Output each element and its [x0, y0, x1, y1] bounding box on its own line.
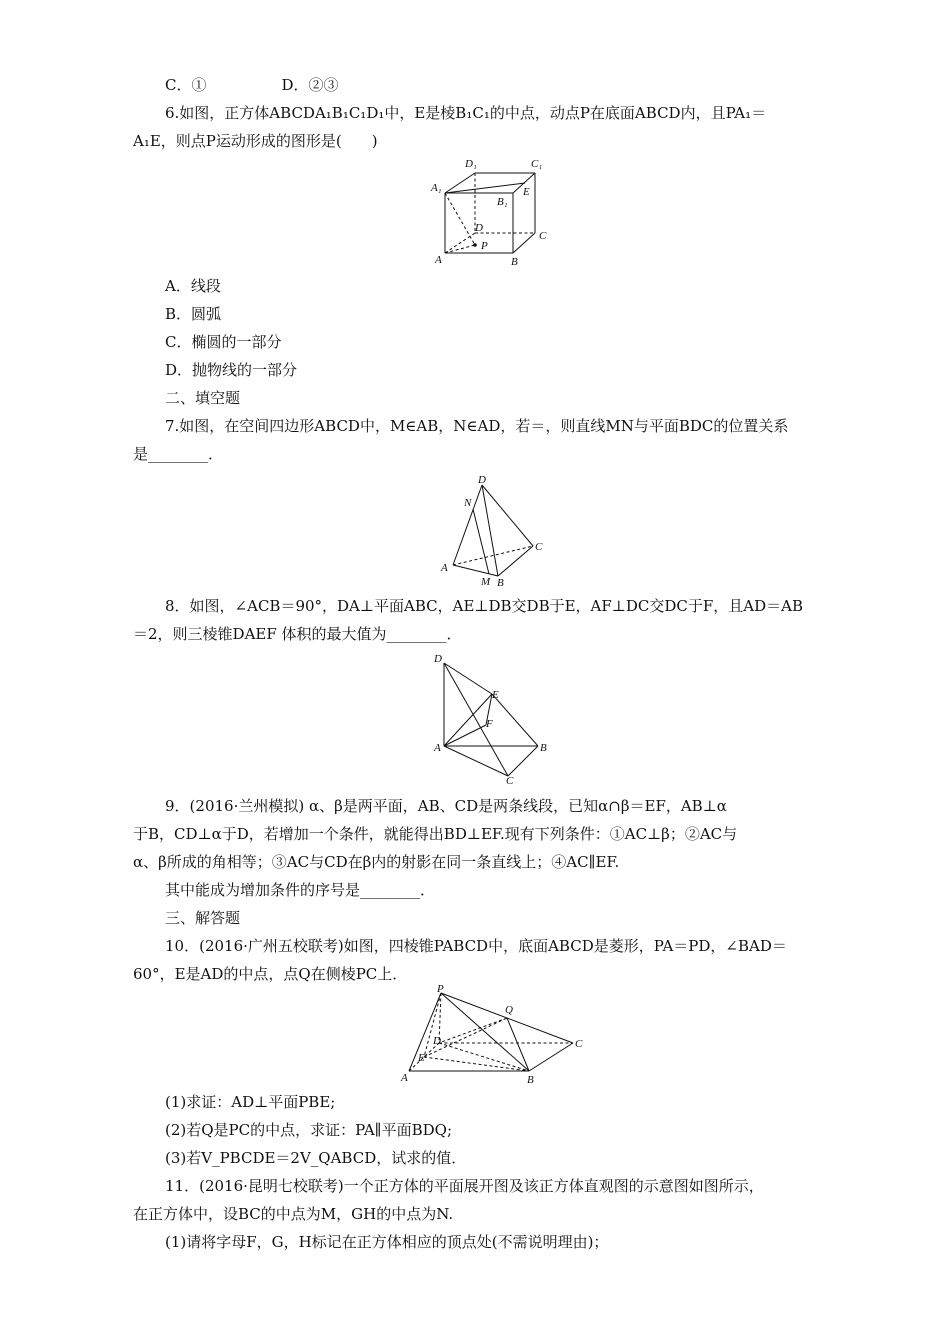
q9-stem-line2: 于B，CD⊥α于D，若增加一个条件，就能得出BD⊥EF.现有下列条件：①AC⊥β；②AC与: [133, 825, 738, 843]
label-E: E: [492, 689, 499, 701]
label-A: A: [434, 742, 441, 754]
label-B1: B₁: [497, 196, 508, 208]
label-B: B: [527, 1074, 534, 1086]
label-M: M: [481, 576, 491, 588]
q8-stem-line1: 8．如图，∠ACB＝90°，DA⊥平面ABC，AE⊥DB交DB于E，AF⊥DC交DC于F，且AD＝AB: [165, 597, 804, 615]
q5-options-cd: C．① D．②③: [165, 76, 339, 94]
label-C: C: [539, 230, 547, 242]
label-P: P: [481, 240, 488, 252]
label-D: D: [478, 474, 486, 486]
label-B: B: [540, 742, 547, 754]
q8-stem-line2: ＝2，则三棱锥DAEF 体积的最大值为________．: [133, 625, 462, 643]
q6-option-d: D．抛物线的一部分: [165, 361, 298, 379]
q6-option-c: C．椭圆的一部分: [165, 333, 282, 351]
tetra-figure: [435, 473, 555, 595]
section-fill-in-heading: 二、填空题: [165, 389, 241, 407]
cube-figure: [425, 155, 565, 274]
q11-part1: (1)请将字母F，G，H标记在正方体相应的顶点处(不需说明理由)；: [165, 1233, 609, 1251]
q7-stem-line2: 是________．: [133, 445, 224, 463]
label-E: E: [523, 186, 530, 198]
label-C: C: [575, 1038, 583, 1050]
label-A1: A₁: [431, 182, 442, 194]
label-A: A: [401, 1072, 408, 1084]
pyramid4-figure: [395, 985, 595, 1091]
label-C: C: [535, 541, 543, 553]
pyramid3-figure: [428, 648, 558, 792]
label-A: A: [435, 254, 442, 266]
label-C: C: [506, 775, 514, 787]
q9-stem-line4: 其中能成为增加条件的序号是________．: [165, 881, 436, 899]
label-D: D: [433, 1035, 441, 1047]
label-B: B: [497, 577, 504, 589]
label-C1: C₁: [531, 158, 543, 170]
label-F: F: [486, 718, 493, 730]
q10-stem-line2: 60°，E是AD的中点，点Q在侧棱PC上．: [133, 965, 408, 983]
label-Q: Q: [505, 1004, 513, 1016]
label-D1: D₁: [465, 158, 477, 170]
label-D: D: [434, 653, 442, 665]
q7-stem-line1: 7.如图，在空间四边形ABCD中，M∈AB，N∈AD，若＝，则直线MN与平面BDC的位置关系: [165, 417, 789, 435]
label-N: N: [464, 497, 472, 509]
q9-stem-line1: 9．(2016·兰州模拟) α、β是两平面，AB、CD是两条线段，已知α∩β＝EF，AB⊥α: [165, 797, 727, 815]
q11-stem-line1: 11．(2016·昆明七校联考)一个正方体的平面展开图及该正方体直观图的示意图如图所示，: [165, 1177, 764, 1195]
label-B: B: [511, 256, 518, 268]
label-P: P: [437, 985, 444, 995]
q6-option-a: A．线段: [165, 277, 221, 295]
q6-stem-line2: A₁E，则点P运动形成的图形是( ): [133, 132, 378, 150]
q6-option-b: B．圆弧: [165, 305, 222, 323]
q10-part2: (2)若Q是PC的中点，求证：PA∥平面BDQ;: [165, 1121, 452, 1139]
section-solution-heading: 三、解答题: [165, 909, 241, 927]
label-D: D: [475, 222, 483, 234]
q10-stem-line1: 10．(2016·广州五校联考)如图，四棱锥PABCD中，底面ABCD是菱形，PA＝PD，∠BAD＝: [165, 937, 787, 955]
label-A: A: [441, 562, 448, 574]
q6-stem-line1: 6.如图，正方体ABCDA₁B₁C₁D₁中，E是棱B₁C₁的中点，动点P在底面ABCD内，且PA₁＝: [165, 104, 767, 122]
q10-part3: (3)若V_PBCDE＝2V_QABCD，试求的值．: [165, 1149, 467, 1167]
q10-part1: (1)求证：AD⊥平面PBE;: [165, 1093, 336, 1111]
q11-stem-line2: 在正方体中，设BC的中点为M，GH的中点为N.: [133, 1205, 454, 1223]
label-E: E: [418, 1052, 425, 1064]
q9-stem-line3: α、β所成的角相等；③AC与CD在β内的射影在同一条直线上；④AC∥EF.: [133, 853, 620, 871]
